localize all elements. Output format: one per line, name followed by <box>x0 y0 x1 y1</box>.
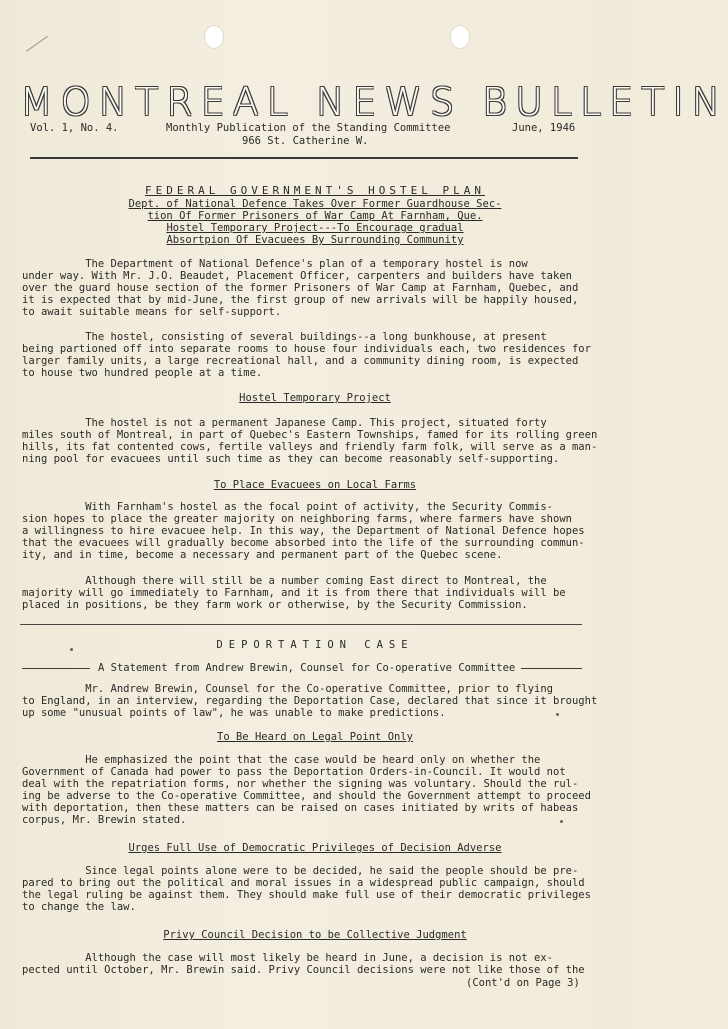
paragraph: The hostel, consisting of several buildings--a long bunkhouse, at present being partioned off into separate rooms to house four individuals each, two residences for larger family units, a large recreational hall, and a community dining room, is expected to house two hundred people at a time. <box>22 331 591 379</box>
section-heading: Privy Council Decision to be Collective Judgment <box>163 929 467 941</box>
paragraph: Although the case will most likely be heard in June, a decision is not ex- pected until October, Mr. Brewin said. Privy Council decisions were not like those of the <box>22 952 585 976</box>
paragraph: The Department of National Defence's plan of a temporary hostel is now under way. With Mr. J.O. Beaudet, Placement Officer, carpenters and builders have taken over the guard house section of the former Prisoners of War Camp at Farnham, Quebec, and it is expected that by mid-June, the first group of new arrivals will be happily housed, to await suitable means for self-support. <box>22 258 579 318</box>
continued-note: (Cont'd on Page 3) <box>466 977 580 989</box>
article-subhead: Dept. of National Defence Takes Over Former Guardhouse Sec- <box>128 198 502 210</box>
section-heading: Urges Full Use of Democratic Privileges of Decision Adverse <box>128 842 502 854</box>
pencil-mark <box>26 36 56 63</box>
section-heading: Hostel Temporary Project <box>239 392 391 404</box>
ink-speck <box>560 820 563 823</box>
issue-date: June, 1946 <box>512 122 576 134</box>
statement-rule-right <box>521 668 582 669</box>
article-subhead: Hostel Temporary Project---To Encourage gradual <box>166 222 464 234</box>
section-heading: To Place Evacuees on Local Farms <box>213 479 417 491</box>
address-line: 966 St. Catherine W. <box>242 135 369 147</box>
deportation-title: DEPORTATION CASE <box>216 639 414 651</box>
ink-speck <box>556 713 559 716</box>
statement-line <box>22 662 582 674</box>
statement-text: A Statement from Andrew Brewin, Counsel for Co-operative Committee <box>98 662 516 674</box>
article-headline: FEDERAL GOVERNMENT'S HOSTEL PLAN <box>145 184 485 197</box>
paragraph: The hostel is not a permanent Japanese Camp. This project, situated forty miles south of Montreal, in part of Quebec's Eastern Townships, famed for its rolling green hills, its fat contented cows, fertile valleys and friendly farm folk, will serve as a man- ning pool for evacuees until such time as they can become reasonably self-supporting. <box>22 417 598 465</box>
paragraph: Although there will still be a number coming East direct to Montreal, the majority will go immediately to Farnham, and it is from there that individuals will be placed in positions, be they farm work or otherwise, by the Security Commission. <box>22 575 566 611</box>
section-divider <box>20 624 582 625</box>
article-subhead: Absortpion Of Evacuees By Surrounding Community <box>166 234 464 246</box>
ink-speck <box>70 648 73 651</box>
article-subhead: tion Of Former Prisoners of War Camp At Farnham, Que. <box>147 210 483 222</box>
masthead-rule <box>30 157 578 159</box>
paragraph: With Farnham's hostel as the focal point of activity, the Security Commis- sion hopes to place the greater majority on neighboring farms, where farmers have shown a willingness to hire evacuee help. In this way, the Department of National Defence hopes that the evacuees will gradually become absorbed into the life of the surrounding commun- ity, and in time, become a necessary and permanent part of the Quebec scene. <box>22 501 585 561</box>
issue-number: Vol. 1, No. 4. <box>30 122 119 134</box>
punch-hole-left <box>204 25 224 49</box>
punch-hole-right <box>450 25 470 49</box>
masthead-title: MONTREAL NEWS BULLETIN <box>20 80 728 124</box>
publication-line: Monthly Publication of the Standing Committee <box>166 122 451 134</box>
paragraph: Mr. Andrew Brewin, Counsel for the Co-operative Committee, prior to flying to England, in an interview, regarding the Deportation Case, declared that since it brought up some "unusual points of law", he was unable to make predictions. <box>22 683 598 719</box>
paragraph: He emphasized the point that the case would be heard only on whether the Government of Canada had power to pass the Deportation Orders-in-Council. It would not deal with the repatriation forms, nor whether the signing was voluntary. Should the rul- ing be adverse to the Co-operative Committee, and should the Government attempt to proceed with deportation, then these matters can be raised on cases initiated by writs of habeas corpus, Mr. Brewin stated. <box>22 754 591 826</box>
paragraph: Since legal points alone were to be decided, he said the people should be pre- pared to bring out the political and moral issues in a widespread public campaign, should the legal ruling be against them. They should make full use of their democratic privileges to change the law. <box>22 865 591 913</box>
statement-rule-left <box>22 668 90 669</box>
section-heading: To Be Heard on Legal Point Only <box>217 731 413 743</box>
